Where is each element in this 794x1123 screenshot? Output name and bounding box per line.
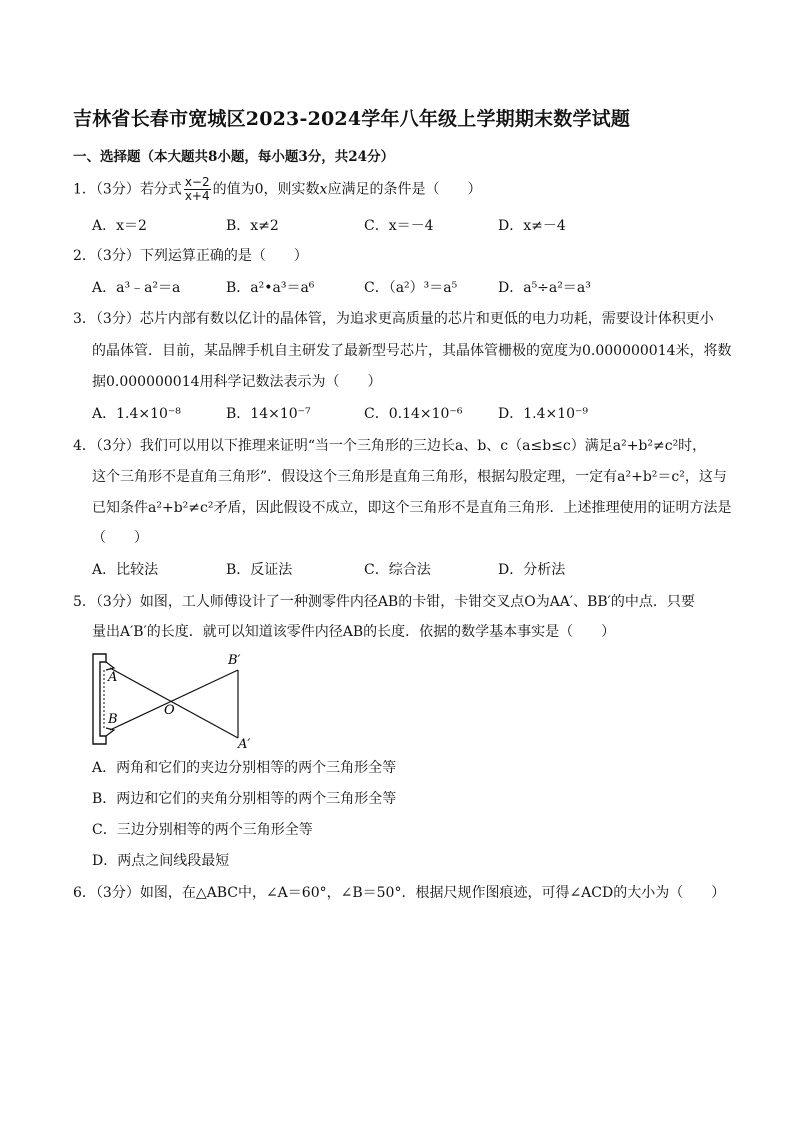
question-5-line-2: 量出A′B′的长度．就可以知道该零件内径AB的长度．依据的数学基本事实是（ ） [92,624,616,640]
q5-option-a: A．两角和它们的夹边分别相等的两个三角形全等 [92,760,397,776]
q5-option-c: C．三边分别相等的两个三角形全等 [92,822,313,838]
q4-option-d: D．分析法 [498,562,566,578]
question-6-line-1: 6．（3分）如图，在△ABC中，∠A＝60°，∠B＝50°．根据尺规作图痕迹，可得∠ACD的大小为（ ） [73,885,726,901]
q2-option-d: D．a⁵÷a²＝a³ [498,280,591,296]
q2-option-a: A．a³﹣a²＝a [92,280,181,296]
q4-option-a: A．比较法 [92,562,159,578]
q1-option-b: B．x≠2 [226,218,279,234]
question-3-line-1: 3．（3分）芯片内部有数以亿计的晶体管，为追求更高质量的芯片和更低的电力功耗，需要设计体积更小 [73,311,714,327]
caliper-figure [88,650,278,750]
label-b-prime: B′ [228,653,241,668]
jaw-top [106,662,114,670]
q3-option-b: B．14×10⁻⁷ [226,406,311,422]
label-a-prime: A′ [238,737,251,750]
q3-option-a: A．1.4×10⁻⁸ [92,406,181,422]
q3-option-d: D．1.4×10⁻⁹ [498,406,589,422]
q5-option-d: D．两点之间线段最短 [92,853,230,869]
label-a: A [108,670,118,685]
q1-option-a: A．x＝2 [92,218,147,234]
q1-option-c: C．x＝－4 [364,218,434,234]
q4-option-b: B．反证法 [226,562,293,578]
question-3-line-2: 的晶体管．目前，某品牌手机自主研发了最新型号芯片，其晶体管栅极的宽度为0.000000014米，将数 [92,343,732,359]
question-4-line-2: 这个三角形不是直角三角形”．假设这个三角形是直角三角形，根据勾股定理，一定有a²+b²＝c²，这与 [92,469,727,485]
fraction-denominator: x+4 [184,189,210,203]
question-4-line-3: 已知条件a²+b²≠c²矛盾，因此假设不成立，即这个三角形不是直角三角形．上述推理使用的证明方法是 [92,500,732,516]
question-5-line-1: 5．（3分）如图，工人师傅设计了一种测零件内径AB的卡钳，卡钳交叉点O为AA′、BB′的中点．只要 [73,594,695,610]
question-4-line-4: （ ） [92,530,148,546]
q2-option-c: C．（a²）³＝a⁵ [364,280,458,296]
fraction [184,176,211,203]
q2-option-b: B．a²•a³＝a⁶ [226,280,315,296]
q5-option-b: B．两边和它们的夹角分别相等的两个三角形全等 [92,791,397,807]
q4-option-c: C．综合法 [364,562,431,578]
question-3-line-3: 据0.000000014用科学记数法表示为（ ） [92,374,382,390]
label-o: O [164,703,175,718]
question-4-line-1: 4．（3分）我们可以用以下推理来证明“当一个三角形的三边长a、b、c（a≤b≤c）满足a²+b²≠c²时， [73,438,707,454]
label-b: B [108,712,118,727]
q1-text-pre: 1．（3分）若分式 [73,181,182,198]
q1-variable: x [319,181,328,198]
q1-text-mid: 的值为0，则实数 [212,181,320,198]
q3-option-c: C．0.14×10⁻⁶ [364,406,463,422]
q1-text-post: 应满足的条件是（ ） [327,181,482,198]
question-2-stem: 2．（3分）下列运算正确的是（ ） [73,248,308,264]
page-title: 吉林省长春市宽城区2023-2024学年八年级上学期期末数学试题 [73,108,631,130]
section-heading: 一、选择题（本大题共8小题，每小题3分，共24分） [73,149,395,165]
fraction-numerator: x−2 [184,175,210,189]
question-1-stem [73,176,481,203]
q1-option-d: D．x≠－4 [498,218,566,234]
